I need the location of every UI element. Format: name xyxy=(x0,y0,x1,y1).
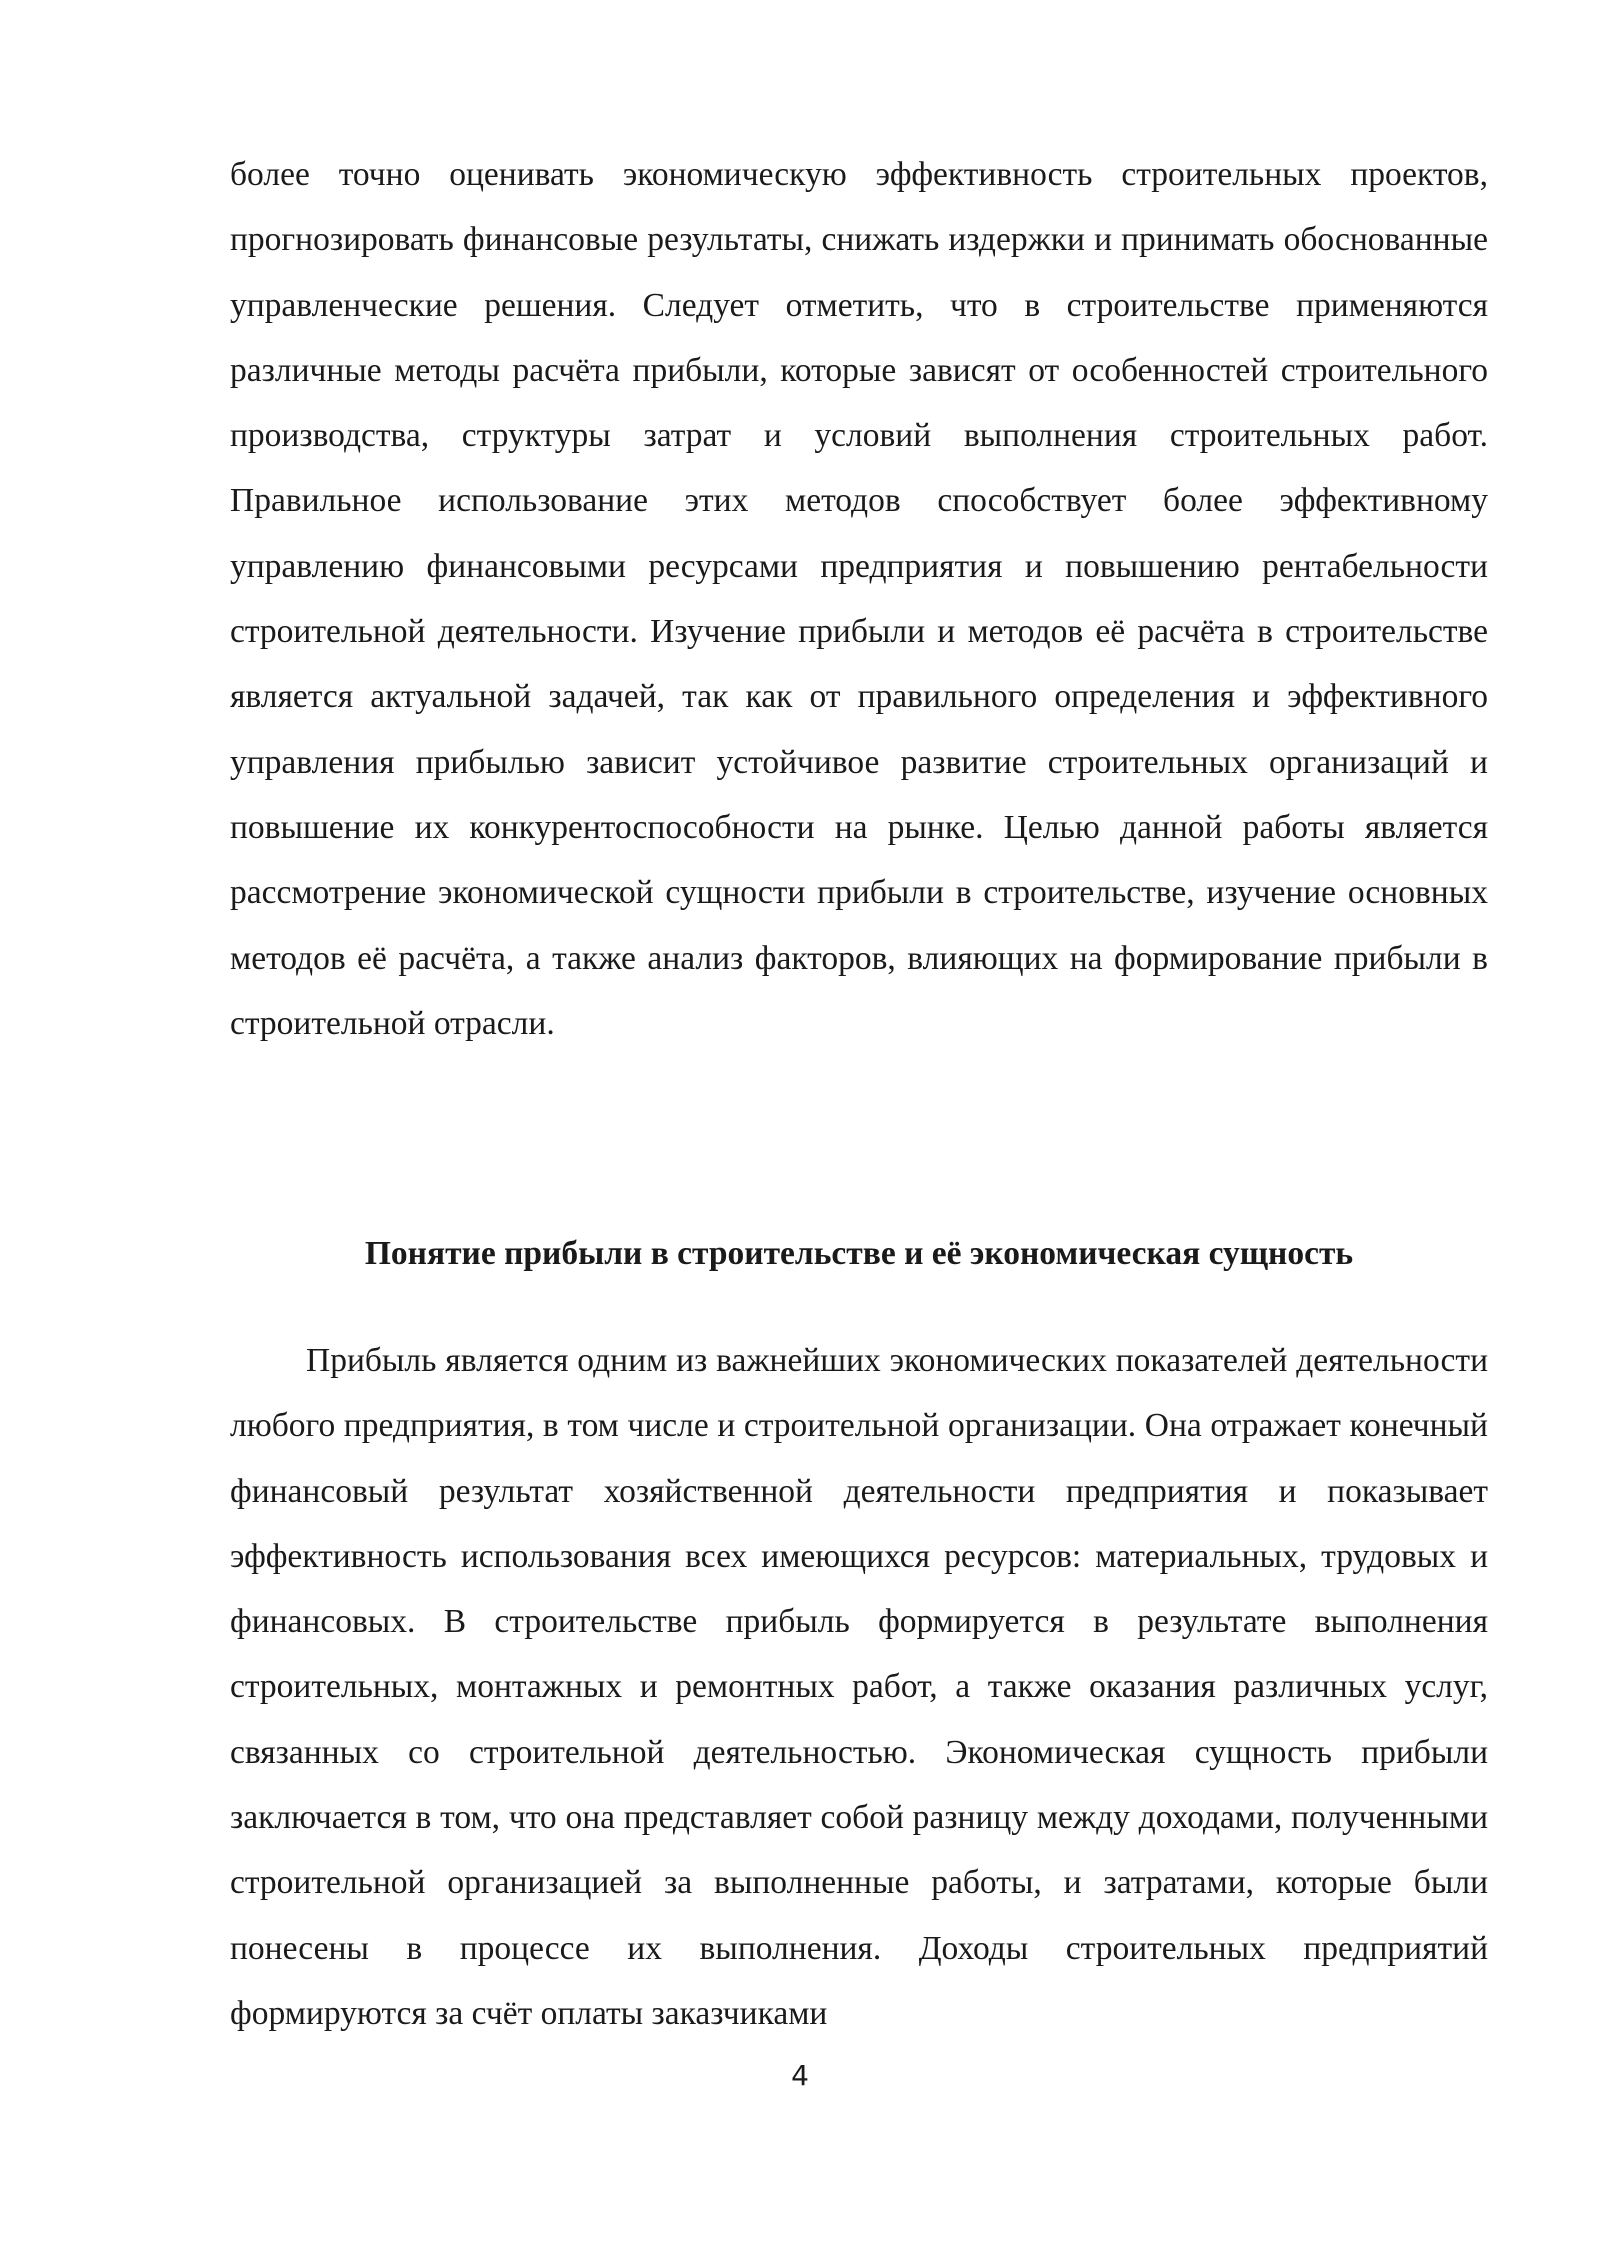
paragraph-profit-definition: Прибыль является одним из важнейших экономических показателей деятельности любого предприятия, в том числе и строительной организации. Она отражает конечный финансовый результат хозяйственной деятельности предприятия и показывает эффективность использования всех имеющихся ресурсов: материальных, трудовых и финансовых. В строительстве прибыль формируется в результате выполнения строительных, монтажных и ремонтных работ, а также оказания различных услуг, связанных со строительной деятельностью. Экономическая сущность прибыли заключается в том, что она представляет собой разницу между доходами, полученными строительной организацией за выполненные работы, и затратами, которые были понесены в процессе их выполнения. Доходы строительных предприятий формируются за счёт оплаты заказчиками xyxy=(230,1342,1488,2032)
page-number: 4 xyxy=(791,2059,809,2092)
paragraph-continued: более точно оценивать экономическую эффективность строительных проектов, прогнозировать финансовые результаты, снижать издержки и принимать обоснованные управленческие решения. Следует отметить, что в строительстве применяются различные методы расчёта прибыли, которые зависят от особенностей строительного производства, структуры затрат и условий выполнения строительных работ. Правильное использование этих методов способствует более эффективному управлению финансовыми ресурсами предприятия и повышению рентабельности строительной деятельности. Изучение прибыли и методов её расчёта в строительстве является актуальной задачей, так как от правильного определения и эффективного управления прибылью зависит устойчивое развитие строительных организаций и повышение их конкурентоспособности на рынке. Целью данной работы является рассмотрение экономической сущности прибыли в строительстве, изучение основных методов её расчёта, а также анализ факторов, влияющих на формирование прибыли в строительной отрасли. xyxy=(230,156,1488,1042)
section-heading: Понятие прибыли в строительстве и её экономическая сущность xyxy=(364,1235,1354,1272)
